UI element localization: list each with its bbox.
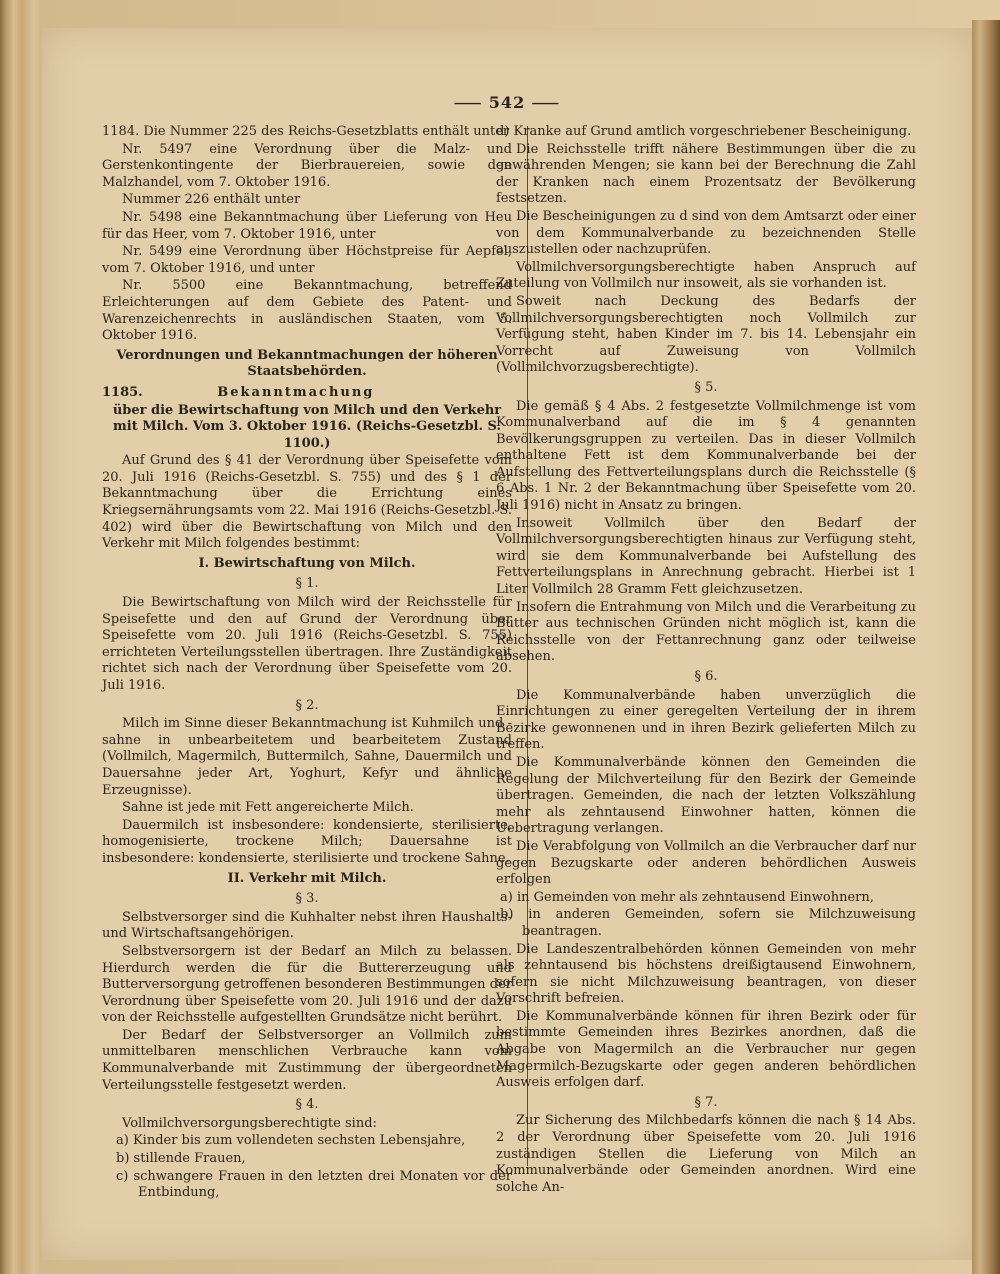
section-6-item-b: b) in anderen Gemeinden, sofern sie Milchzuweisung beantragen. bbox=[500, 907, 916, 939]
section-4-item-a: a) Kinder bis zum vollendeten sechsten Lebensjahre, bbox=[116, 1133, 466, 1149]
section-6-text-2: Die Kommunalverbände können den Gemeinden die Regelung der Milchverteilung für den Bezirk der Gemeinde übertragen. Gemeinden, die nach der letzten Volkszählung mehr als zehntausend Einwohner hatten, können die Uebertragung verlangen. bbox=[496, 754, 916, 837]
section-6-text-1: Die Kommunalverbände haben unverzüglich die Einrichtungen zu einer geregelten Verteilung der in ihrem Bezirke gewonnenen und in ihren Bezirk gelieferten Milch zu treffen. bbox=[496, 687, 916, 753]
section-4-text: Vollmilchversorgungsberechtigte sind: bbox=[122, 1115, 377, 1131]
section-1-text: Die Bewirtschaftung von Milch wird der Reichsstelle für Speisefette und den auf Grund der Verordnung über Speisefette vom 20. Juli 1916 (Reichs-Gesetzbl. S. 755) errichteten Verteilungsstellen übertragen. Ihre Zuständigkeit richtet sich nach der Verordnung über Speisefette vom 20. Juli 1916. bbox=[102, 595, 512, 693]
section-3-text-1: Selbstversorger sind die Kuhhalter nebst ihren Haushalts- und Wirtschaftsangehörigen. bbox=[102, 909, 512, 942]
right-text-2: Die Bescheinigungen zu d sind von dem Amtsarzt oder einer von dem Kommunalverbande zu bezeichnenden Stelle auszustellen oder nachzuprüfen. bbox=[496, 208, 916, 258]
section-4-item-b: b) stillende Frauen, bbox=[116, 1151, 246, 1167]
section-6-text-3: Die Verabfolgung von Vollmilch an die Verbraucher darf nur gegen Bezugskarte oder anderen behördlichen Ausweis erfolgen bbox=[496, 838, 916, 888]
section-4-item-c: c) schwangere Frauen in den letzten drei Monaten vor der Entbindung, bbox=[116, 1168, 512, 1201]
section-7-mark: § 7. bbox=[694, 1094, 718, 1110]
section-1-mark: § 1. bbox=[295, 576, 319, 592]
right-text-4: Soweit nach Deckung des Bedarfs der Vollmilchversorgungsberechtigten noch Vollmilch zur Verfügung steht, haben Kinder im 7. bis 14. Lebensjahr ein Vorrecht auf Zuweisung von Vollmilch (Vollmilchvorzugsberechtigte). bbox=[496, 293, 916, 376]
part-2-heading: II. Verkehr mit Milch. bbox=[227, 870, 387, 886]
section-3-mark: § 3. bbox=[295, 891, 319, 907]
notice-5500: Nr. 5500 eine Bekanntmachung, betreffend Erleichterungen auf dem Gebiete des Patent- und Warenzeichenrechts in ausländischen Staaten, vom 5. Oktober 1916. bbox=[102, 278, 512, 344]
section-6-text-4: Die Landeszentralbehörden können Gemeinden von mehr als zehntausend bis höchstens dreißigtausend Einwohnern, sofern sie nicht Milchzuweisung beantragen, von dieser Vorschrift befreien. bbox=[496, 941, 916, 1007]
section-3-text-3: Der Bedarf der Selbstversorger an Vollmilch zum unmittelbaren menschlichen Verbrauche kann vom Kommunalverbande mit Zustimmung der übergeordneten Verteilungsstelle festgesetzt werden. bbox=[102, 1027, 512, 1093]
entry-subtitle: über die Bewirtschaftung von Milch und den Verkehr mit Milch. Vom 3. Oktober 1916. (Reichs-Gesetzbl. S. 1100.) bbox=[112, 402, 502, 451]
page-right-edge bbox=[972, 20, 1000, 1274]
entry-title: Bekanntmachung bbox=[217, 384, 375, 400]
section-2-mark: § 2. bbox=[295, 697, 319, 713]
notice-nummer-226: Nummer 226 enthält unter bbox=[122, 192, 301, 208]
section-5-text-3: Insofern die Entrahmung von Milch und die Verarbeitung zu Butter aus technischen Gründen nicht möglich ist, kann die Reichsstelle von der Fettanrechnung ganz oder teilweise absehen. bbox=[496, 599, 916, 665]
notice-5499: Nr. 5499 eine Verordnung über Höchstpreise für Aepfel, vom 7. Oktober 1916, und unter bbox=[102, 244, 512, 276]
section-6-mark: § 6. bbox=[694, 669, 718, 684]
section-5-text-2: Insoweit Vollmilch über den Bedarf der Vollmilchversorgungsberechtigten hinaus zur Verfügung steht, wird sie dem Kommunalverbande bei Aufstellung des Fettverteilungsplans in Anrechnung gebracht. Hierbei ist 1 Liter Vollmilch 28 Gramm Fett gleichzusetzen. bbox=[496, 515, 916, 598]
page-number: ⸺ 542 ⸺ bbox=[454, 93, 560, 112]
section-4-mark: § 4. bbox=[295, 1097, 319, 1113]
entry-header bbox=[102, 385, 512, 402]
section-5-text-1: Die gemäß § 4 Abs. 2 festgesetzte Vollmilchmenge ist vom Kommunalverband auf die im § 4 genannten Bevölkerungsgruppen zu verteilen. Das in dieser Vollmilch enthaltene Fett ist dem Kommunalverbande bei der Aufstellung des Fettverteilungsplans durch die Reichsstelle (§ 6 Abs. 1 Nr. 2 der Bekanntmachung über Speisefette vom 20. Juli 1916) nicht in Ansatz zu bringen. bbox=[496, 398, 916, 514]
right-column bbox=[496, 124, 916, 1197]
section-2-text-3: Dauermilch ist insbesondere: kondensierte, sterilisierte, homogenisierte, trockene Milch; Dauersahne ist insbesondere: kondensierte, sterilisierte und trockene Sahne. bbox=[102, 817, 512, 866]
notice-5497: Nr. 5497 eine Verordnung über die Malz- und Gerstenkontingente der Bierbrauereien, sowie den Malzhandel, vom 7. Oktober 1916. bbox=[102, 141, 512, 190]
right-text-3: Vollmilchversorgungsberechtigte haben Anspruch auf Zuteilung von Vollmilch nur insoweit, als sie vorhanden ist. bbox=[496, 259, 916, 292]
section-6-item-a: a) in Gemeinden von mehr als zehntausend Einwohnern, bbox=[500, 889, 874, 905]
right-text-1: Die Reichsstelle trifft nähere Bestimmungen über die zu gewährenden Mengen; sie kann bei der Berechnung die Zahl der Kranken nach einem Prozentsatz der Bevölkerung festsetzen. bbox=[496, 141, 916, 207]
section-2-text-2: Sahne ist jede mit Fett angereicherte Milch. bbox=[122, 800, 414, 816]
section-heading: Verordnungen und Bekanntmachungen der höheren Staatsbehörden. bbox=[116, 347, 498, 380]
section-3-text-2: Selbstversorgern ist der Bedarf an Milch zu belassen. Hierdurch werden die für die Buttererzeugung und Butterversorgung getroffenen besonderen Bestimmungen der Verordnung über Speisefette vom 20. Juli 1916 und der dazu von der Reichsstelle aufgestellten Grundsätze nicht berührt. bbox=[102, 943, 512, 1026]
section-7-text: Zur Sicherung des Milchbedarfs können die nach § 14 Abs. 2 der Verordnung über Speisefette vom 20. Juli 1916 zuständigen Stellen die Lieferung von Milch an Kommunalverbände oder Gemeinden anordnen. Wird eine solche An- bbox=[496, 1113, 916, 1195]
section-4-item-d: d) Kranke auf Grund amtlich vorgeschriebener Bescheinigung. bbox=[496, 124, 912, 139]
section-2-text-1: Milch im Sinne dieser Bekanntmachung ist Kuhmilch und -sahne in unbearbeitetem und bearbeitetem Zustand (Vollmilch, Magermilch, Buttermilch, Sahne, Dauermilch und Dauersahne jeder Art, Yoghurt, Kefyr und ähnliche Erzeugnisse). bbox=[102, 716, 512, 798]
entry-number: 1185. bbox=[102, 384, 143, 400]
section-5-mark: § 5. bbox=[694, 379, 718, 395]
notice-1184: 1184. Die Nummer 225 des Reichs-Gesetzblatts enthält unter bbox=[102, 124, 510, 139]
left-column bbox=[102, 124, 512, 1203]
notice-5498: Nr. 5498 eine Bekanntmachung über Lieferung von Heu für das Heer, vom 7. Oktober 1916, unter bbox=[102, 209, 512, 242]
part-1-heading: I. Bewirtschaftung von Milch. bbox=[198, 555, 416, 571]
section-6-text-5: Die Kommunalverbände können für ihren Bezirk oder für bestimmte Gemeinden ihres Bezirkes anordnen, daß die Abgabe von Magermilch an die Verbraucher nur gegen Magermilch-Bezugskarte oder gegen anderen behördlichen Ausweis erfolgen darf. bbox=[496, 1008, 916, 1091]
intro-paragraph: Auf Grund des § 41 der Verordnung über Speisefette vom 20. Juli 1916 (Reichs-Gesetzbl. S. 755) und des § 1 der Bekanntmachung über die Errichtung eines Kriegsernährungsamts vom 22. Mai 1916 (Reichs-Gesetzbl. S. 402) wird über die Bewirtschaftung von Milch und den Verkehr mit Milch folgendes bestimmt: bbox=[102, 453, 512, 552]
document-page bbox=[42, 28, 972, 1260]
